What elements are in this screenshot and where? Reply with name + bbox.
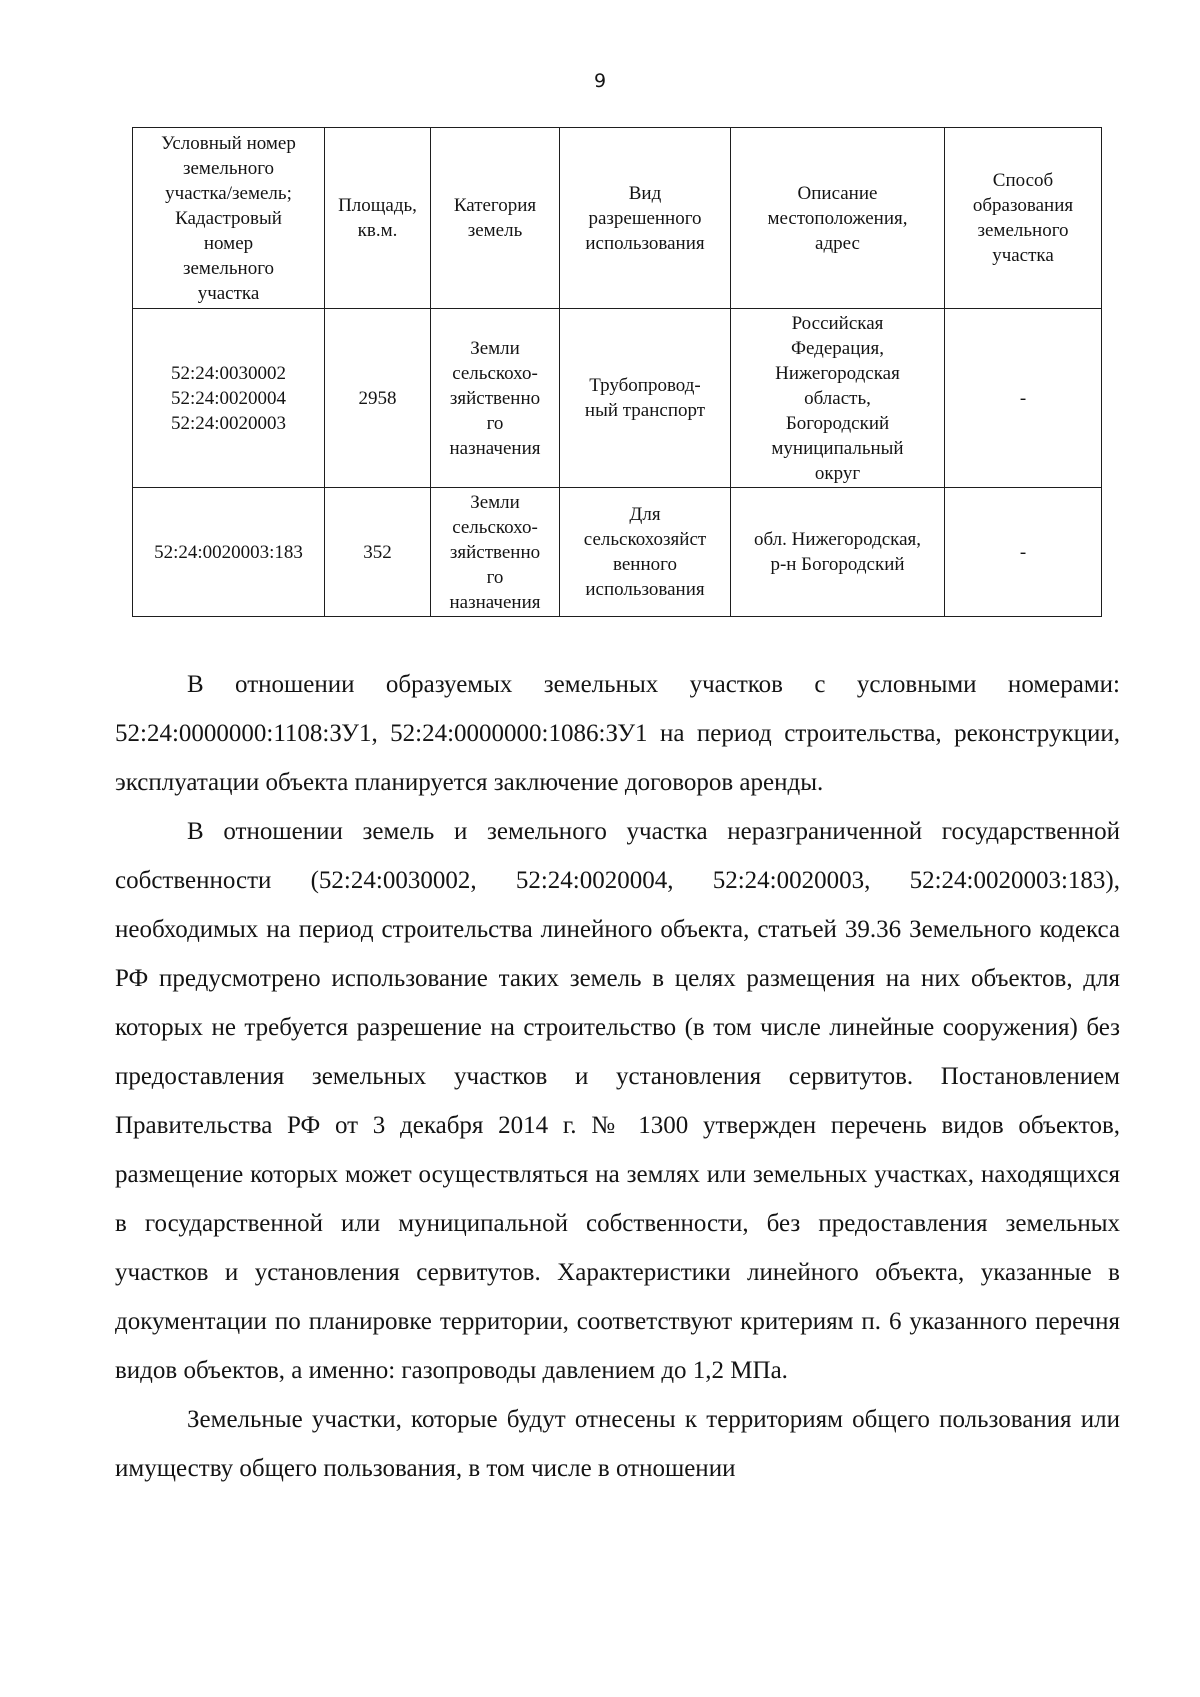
header-land-category: Категория земель (431, 128, 560, 309)
table-row (133, 488, 1102, 617)
cell-permitted-use: Для сельскохозяйст венного использования (560, 488, 731, 617)
cell-location: Российская Федерация, Нижегородская область, Богородский муниципальный округ (731, 309, 945, 488)
cell-formation-method: - (945, 309, 1102, 488)
header-permitted-use: Вид разрешенного использования (560, 128, 731, 309)
paragraph-state-land: В отношении земель и земельного участка неразграниченной государственной собственности (52:24:0030002, 52:24:0020004, 52:24:0020003, 52:24:0020003:183), необходимых на период строительства линейного объекта, статьей 39.36 Земельного кодекса РФ предусмотрено использование таких земель в целях размещения на них объектов, для которых не требуется разрешение на строительство (в том числе линейные сооружения) без предоставления земельных участков и установления сервитутов. Постановлением Правительства РФ от 3 декабря 2014 г. № 1300 утвержден перечень видов объектов, размещение которых может осуществляться на землях или земельных участках, находящихся в государственной или муниципальной собственности, без предоставления земельных участков и установления сервитутов. Характеристики линейного объекта, указанные в документации по планировке территории, соответствуют критериям п. 6 указанного перечня видов объектов, а именно: газопроводы давлением до 1,2 МПа. (115, 818, 1120, 1384)
table-row (133, 309, 1102, 488)
header-formation-method: Способ образования земельного участка (945, 128, 1102, 309)
cell-land-category: Земли сельскохо- зяйственно го назначения (431, 488, 560, 617)
cell-permitted-use: Трубопровод- ный транспорт (560, 309, 731, 488)
paragraph-public-use: Земельные участки, которые будут отнесены к территориям общего пользования или имуществу общего пользования, в том числе в отношении (115, 1406, 1120, 1482)
page-number: 9 (593, 70, 607, 92)
cell-area: 352 (325, 488, 431, 617)
header-location: Описание местоположения, адрес (731, 128, 945, 309)
cell-cadastral-number: 52:24:0020003:183 (133, 488, 325, 617)
land-plots-table (132, 127, 1102, 617)
header-area: Площадь, кв.м. (325, 128, 431, 309)
cell-land-category: Земли сельскохо- зяйственно го назначения (431, 309, 560, 488)
body-text (115, 660, 1120, 1493)
cell-area: 2958 (325, 309, 431, 488)
paragraph-lease: В отношении образуемых земельных участков с условными номерами: 52:24:0000000:1108:ЗУ1, 52:24:0000000:1086:ЗУ1 на период строительства, реконструкции, эксплуатации объекта планируется заключение договоров аренды. (115, 671, 1120, 796)
header-cadastral-number: Условный номер земельного участка/земель; Кадастровый номер земельного участка (133, 128, 325, 309)
cell-formation-method: - (945, 488, 1102, 617)
table-header-row (133, 128, 1102, 309)
cell-location: обл. Нижегородская, р-н Богородский (731, 488, 945, 617)
cell-cadastral-number: 52:24:0030002 52:24:0020004 52:24:0020003 (133, 309, 325, 488)
